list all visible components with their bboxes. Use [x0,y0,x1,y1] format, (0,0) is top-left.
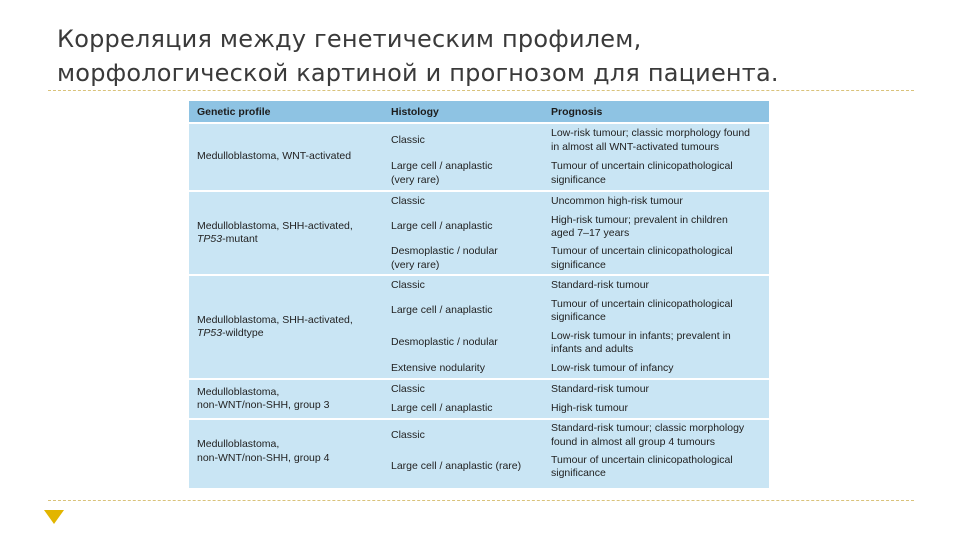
prognosis-text: Low-risk tumour; classic morphology found [551,127,750,139]
gene-name: TP53 [197,327,223,339]
prognosis-text: infants and adults [551,343,634,355]
profile-text: Medulloblastoma, [197,385,280,398]
profile-text: non-WNT/non-SHH, group 3 [197,399,330,411]
histology-text: Large cell / anaplastic [391,220,493,233]
profile-text: Medulloblastoma, WNT-activated [197,150,352,163]
prognosis-cell [543,399,769,419]
histology-cell [383,295,543,327]
prognosis-text: significance [551,258,606,271]
histology-cell [383,419,543,451]
slide-title-line-1: Корреляция между генетическим профилем, [57,25,642,53]
histology-cell [383,243,543,275]
prognosis-text: Standard-risk tumour [551,382,650,395]
prognosis-text: in almost all WNT-activated tumours [551,140,720,153]
header-genetic-profile: Genetic profile [189,101,383,123]
table-row [189,191,769,211]
genetic-profile-cell [189,275,383,379]
histology-cell [383,451,543,483]
profile-text [197,327,375,341]
table-header-row [189,101,769,123]
profile-text: Medulloblastoma, SHH-activated, [197,219,353,232]
prognosis-cell [543,123,769,157]
gene-status: -wildtype [222,327,264,339]
prognosis-text: Tumour of uncertain clinicopathological [551,453,733,466]
histology-text: Desmoplastic / nodular [391,336,498,349]
prognosis-cell [543,327,769,359]
prognosis-text: Tumour of uncertain clinicopathological [551,297,733,310]
histology-text: Classic [391,194,425,207]
prognosis-text: significance [551,173,606,186]
histology-cell [383,359,543,379]
prognosis-text: High-risk tumour [551,401,629,414]
prognosis-cell [543,191,769,211]
profile-text: Medulloblastoma, SHH-activated, [197,313,353,326]
medulloblastoma-table [189,101,769,488]
profile-text [197,233,375,247]
prognosis-text: aged 7–17 years [551,227,630,239]
histology-cell [383,327,543,359]
gene-name: TP53 [197,233,223,245]
slide-title-line-2: морфологической картиной и прогнозом для пациента. [57,59,779,87]
histology-cell [383,275,543,295]
prognosis-text: Low-risk tumour in infants; prevalent in [551,329,731,342]
prognosis-cell [543,451,769,483]
prognosis-text: significance [551,467,606,479]
prognosis-text: High-risk tumour; prevalent in children [551,213,728,226]
table-row [189,379,769,399]
genetic-profile-cell [189,419,383,483]
histology-text: Classic [391,382,425,395]
prognosis-text: Tumour of uncertain clinicopathological [551,160,733,172]
header-prognosis: Prognosis [543,101,769,123]
profile-text: Medulloblastoma, [197,438,280,450]
prognosis-cell [543,243,769,275]
title-divider [48,90,914,91]
prognosis-text: found in almost all group 4 tumours [551,435,716,448]
prognosis-text: Standard-risk tumour; classic morphology [551,422,745,434]
histology-text: Large cell / anaplastic (rare) [391,460,522,473]
histology-text: Large cell / anaplastic [391,304,493,317]
genetic-profile-cell [189,379,383,419]
prognosis-cell [543,359,769,379]
slide-title [57,22,937,90]
prognosis-cell [543,295,769,327]
prognosis-cell [543,211,769,243]
profile-text: non-WNT/non-SHH, group 4 [197,451,330,464]
prognosis-text: Low-risk tumour of infancy [551,361,674,374]
prognosis-text: significance [551,311,606,323]
histology-text: Desmoplastic / nodular [391,245,498,257]
histology-cell [383,191,543,211]
prognosis-text: Uncommon high-risk tumour [551,194,683,207]
histology-cell [383,157,543,191]
table-row [189,123,769,157]
header-histology: Histology [383,101,543,123]
histology-text: Large cell / anaplastic [391,160,493,172]
histology-cell [383,123,543,157]
prognosis-text: Tumour of uncertain clinicopathological [551,245,733,257]
histology-cell [383,399,543,419]
correlation-table [189,101,769,483]
genetic-profile-cell [189,191,383,275]
prognosis-cell [543,379,769,399]
histology-text: Large cell / anaplastic [391,401,493,414]
triangle-bullet-icon [44,510,64,524]
table-row [189,419,769,451]
prognosis-text: Standard-risk tumour [551,278,650,291]
histology-text: (very rare) [391,258,440,271]
histology-cell [383,211,543,243]
histology-text: Classic [391,278,425,291]
prognosis-cell [543,157,769,191]
histology-cell [383,379,543,399]
histology-text: Classic [391,133,425,146]
genetic-profile-cell [189,123,383,191]
footer-divider [48,500,914,501]
table-row [189,275,769,295]
histology-text: Extensive nodularity [391,361,485,374]
histology-text: Classic [391,428,425,441]
prognosis-cell [543,275,769,295]
prognosis-cell [543,419,769,451]
histology-text: (very rare) [391,173,440,186]
gene-status: -mutant [222,233,258,245]
